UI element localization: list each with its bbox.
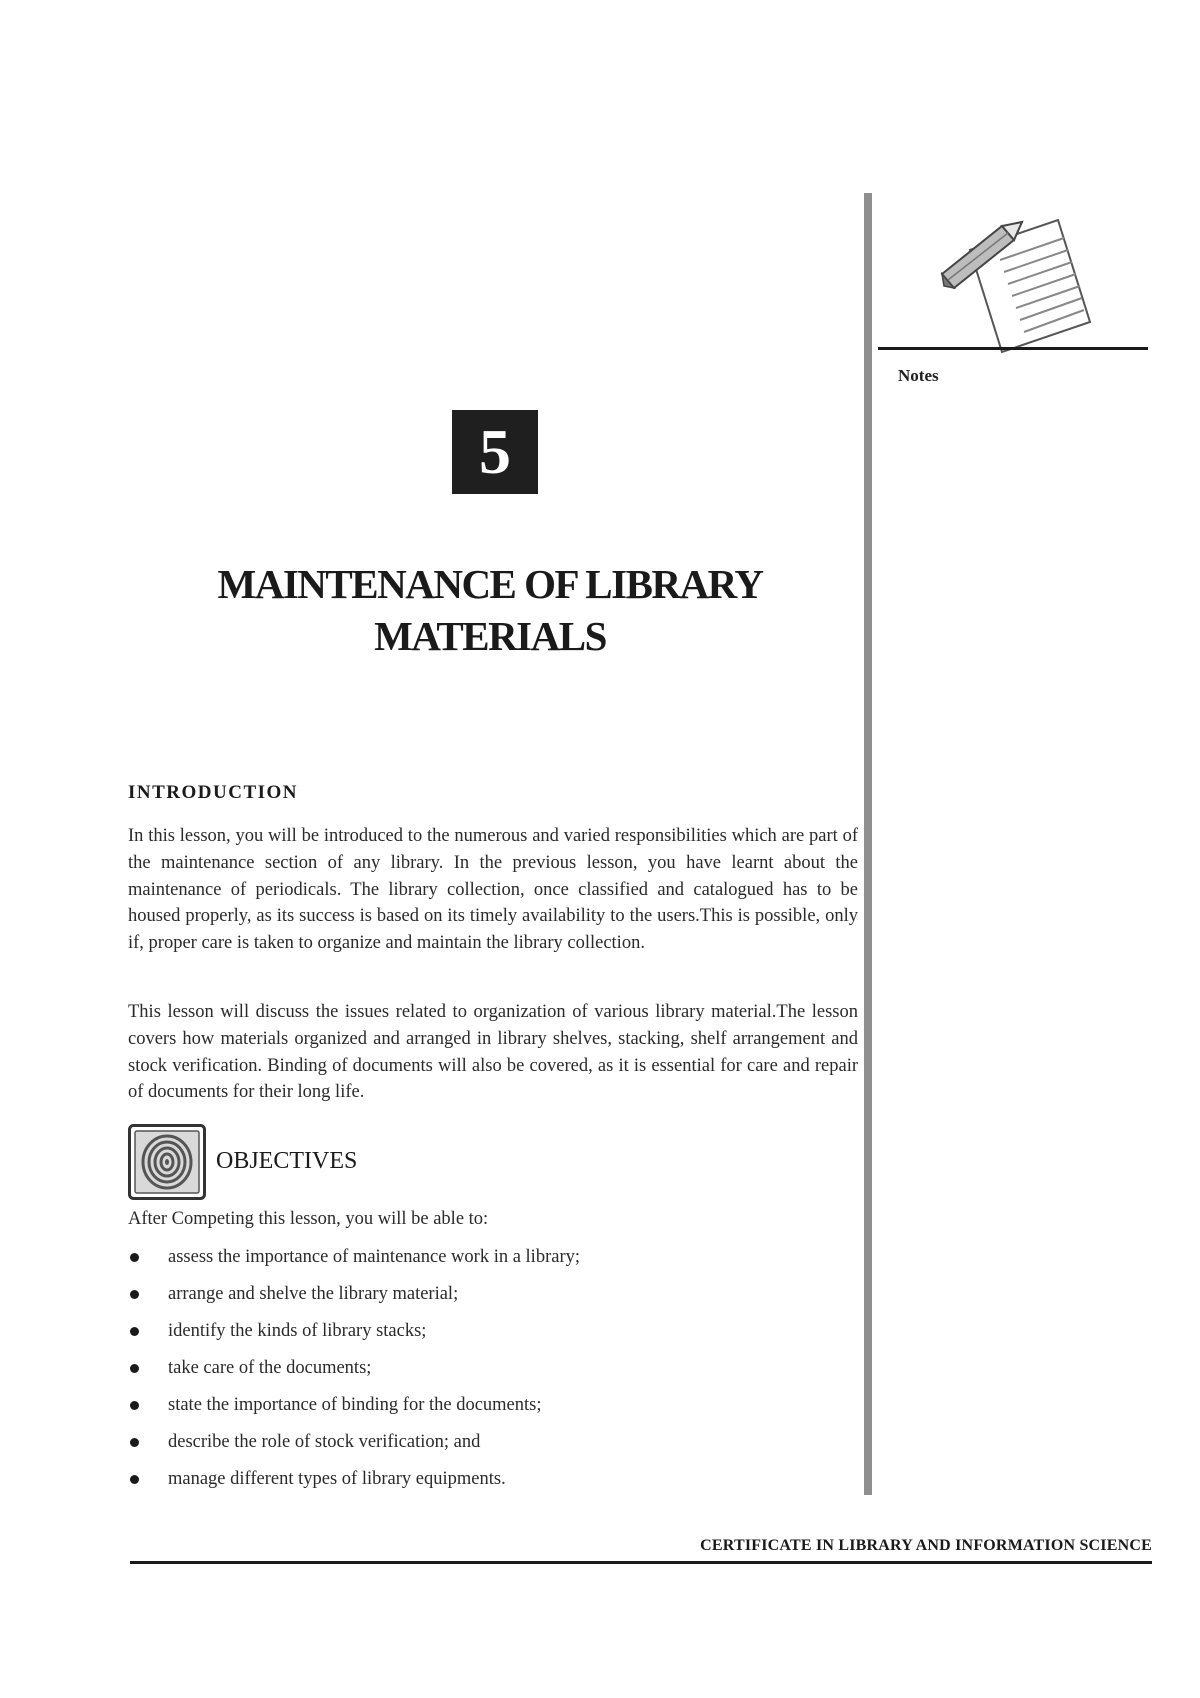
objective-text: describe the role of stock verification; and xyxy=(168,1432,481,1452)
footer-course-title: CERTIFICATE IN LIBRARY AND INFORMATION SCIENCE xyxy=(700,1537,1152,1554)
notes-rule xyxy=(878,347,1148,350)
chapter-title xyxy=(120,558,860,662)
footer-rule xyxy=(130,1561,1152,1564)
introduction-paragraph: This lesson will discuss the issues related to organization of various library material.The lesson covers how materials organized and arranged in library shelves, stacking, shelf arrangement and stock verification. Binding of documents will also be covered, as it is essential for care and repair of documents for their long life. xyxy=(128,1002,858,1103)
bullet-icon xyxy=(130,1401,139,1410)
chapter-title-line-1: MAINTENANCE OF LIBRARY xyxy=(217,561,763,607)
bullet-icon xyxy=(130,1475,139,1484)
objective-item xyxy=(128,1281,858,1318)
notes-label: Notes xyxy=(898,366,939,385)
objective-text: state the importance of binding for the documents; xyxy=(168,1395,542,1415)
objective-item xyxy=(128,1392,858,1429)
chapter-number: 5 xyxy=(452,410,538,494)
notepad-pencil-icon xyxy=(940,212,1100,362)
objectives-heading: OBJECTIVES xyxy=(216,1148,358,1174)
objectives-lead: After Competing this lesson, you will be able to: xyxy=(128,1209,489,1229)
objective-text: assess the importance of maintenance work in a library; xyxy=(168,1247,580,1267)
objective-item xyxy=(128,1244,858,1281)
target-fingerprint-icon xyxy=(128,1124,206,1200)
objective-item xyxy=(128,1355,858,1392)
bullet-icon xyxy=(130,1438,139,1447)
objectives-list xyxy=(128,1244,858,1503)
objective-text: take care of the documents; xyxy=(168,1358,372,1378)
introduction-paragraph: In this lesson, you will be introduced to the numerous and varied responsibilities which are part of the maintenance section of any library. In the previous lesson, you have learnt about the maintenance of periodicals. The library collection, once classified and catalogued has to be housed properly, as its success is based on its timely availability to the users.This is possible, only if, proper care is taken to organize and maintain the library collection. xyxy=(128,826,858,954)
objective-text: manage different types of library equipments. xyxy=(168,1469,506,1489)
objective-item xyxy=(128,1466,858,1503)
objective-item xyxy=(128,1429,858,1466)
introduction-heading: INTRODUCTION xyxy=(128,782,299,803)
bullet-icon xyxy=(130,1253,139,1262)
bullet-icon xyxy=(130,1364,139,1373)
bullet-icon xyxy=(130,1327,139,1336)
objective-text: arrange and shelve the library material; xyxy=(168,1284,459,1304)
objective-text: identify the kinds of library stacks; xyxy=(168,1321,427,1341)
objective-item xyxy=(128,1318,858,1355)
margin-divider xyxy=(864,193,872,1495)
chapter-title-line-2: MATERIALS xyxy=(374,613,606,659)
bullet-icon xyxy=(130,1290,139,1299)
